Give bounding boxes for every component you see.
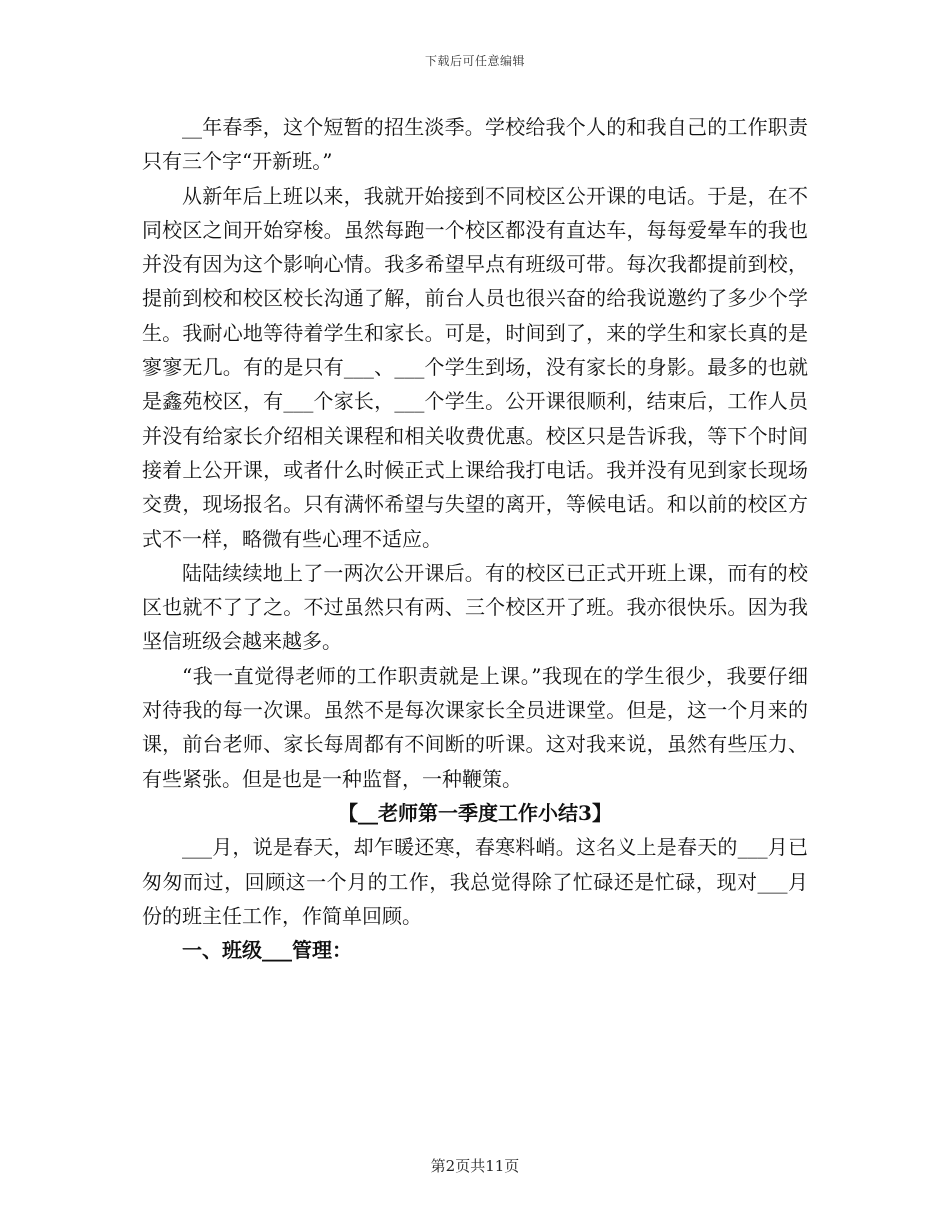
paragraph-4: “我一直觉得老师的工作职责就是上课。”我现在的学生很少，我要仔细对待我的每一次课。虽然不是每次课家长全员进课堂。但是，这一个月来的课，前台老师、家长每周都有不间断的听课。这对我来说，虽然有些压力、有些紧张。但是也是一种监督，一种鞭策。 bbox=[142, 663, 808, 791]
paragraph-1: __年春季，这个短暂的招生淡季。学校给我个人的和我自己的工作职责只有三个字“开新班。” bbox=[142, 115, 808, 174]
section-title: 【__老师第一季度工作小结3】 bbox=[338, 800, 612, 825]
page-header: 下载后可任意编辑 bbox=[424, 54, 525, 68]
subheading-class-management: 一、班级___管理： bbox=[182, 938, 352, 963]
paragraph-3: 陆陆续续地上了一两次公开课后。有的校区已正式开班上课，而有的校区也就不了了之。不过虽然只有两、三个校区开了班。我亦很快乐。因为我坚信班级会越来越多。 bbox=[142, 560, 808, 654]
document-body bbox=[142, 110, 808, 967]
page-footer: 第2页共11页 bbox=[430, 1157, 520, 1175]
paragraph-2: 从新年后上班以来，我就开始接到不同校区公开课的电话。于是，在不同校区之间开始穿梭。虽然每跑一个校区都没有直达车，每每爱晕车的我也并没有因为这个影响心情。我多希望早点有班级可带。每次我都提前到校，提前到校和校区校长沟通了解，前台人员也很兴奋的给我说邀约了多少个学生。我耐心地等待着学生和家长。可是，时间到了，来的学生和家长真的是寥寥无几。有的是只有___、___个学生到场，没有家长的身影。最多的也就是鑫苑校区，有___个家长，___个学生。公开课很顺利，结束后，工作人员并没有给家长介绍相关课程和相关收费优惠。校区只是告诉我，等下个时间接着上公开课，或者什么时候正式上课给我打电话。我并没有见到家长现场交费，现场报名。只有满怀希望与失望的离开，等候电话。和以前的校区方式不一样，略微有些心理不适应。 bbox=[142, 183, 808, 551]
section-paragraph: ___月，说是春天，却乍暖还寒，春寒料峭。这名义上是春天的___月已匆匆而过，回顾这一个月的工作，我总觉得除了忙碌还是忙碌，现对___月份的班主任工作，作简单回顾。 bbox=[142, 835, 808, 928]
